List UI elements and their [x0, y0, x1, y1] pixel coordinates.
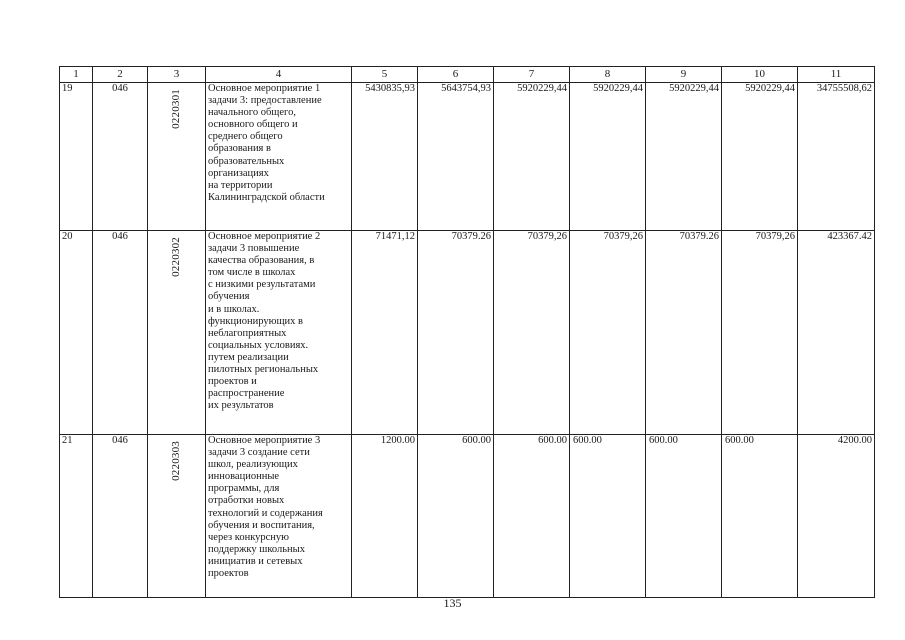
column-header: 3 [148, 67, 206, 83]
value-col8: 70379,26 [570, 231, 646, 435]
value-col9: 70379.26 [646, 231, 722, 435]
value-col5: 1200.00 [352, 435, 418, 598]
value-col7: 600.00 [494, 435, 570, 598]
column-header: 10 [722, 67, 798, 83]
target-article-cell [148, 435, 206, 598]
value-col6: 5643754,93 [418, 83, 494, 231]
value-col9: 5920229,44 [646, 83, 722, 231]
column-header: 7 [494, 67, 570, 83]
column-header: 2 [93, 67, 148, 83]
grbs-code: 046 [93, 231, 148, 435]
value-col7: 70379,26 [494, 231, 570, 435]
target-article-code: 0220302 [169, 237, 182, 277]
value-col10: 5920229,44 [722, 83, 798, 231]
activity-description: Основное мероприятие 3 задачи 3 создание сети школ, реализующих инновационные программы, для отработки новых технологий и содержания обучения и воспитания, через конкурсную поддержку школьных инициатив и сетевых проектов [206, 435, 352, 598]
column-header: 1 [60, 67, 93, 83]
table-row [60, 83, 875, 231]
value-col5: 71471,12 [352, 231, 418, 435]
activity-description: Основное мероприятие 2 задачи 3 повышение качества образования, в том числе в школах с низкими результатами обучения и в школах. функционирующих в неблагоприятных социальных условиях. путем реализации пилотных региональных проектов и распространение их результатов [206, 231, 352, 435]
table-row [60, 231, 875, 435]
target-article-code: 0220303 [169, 441, 182, 481]
value-col10: 70379,26 [722, 231, 798, 435]
grbs-code: 046 [93, 83, 148, 231]
value-col11: 34755508,62 [798, 83, 875, 231]
header-row [60, 67, 875, 83]
value-col8: 5920229,44 [570, 83, 646, 231]
row-number: 21 [60, 435, 93, 598]
target-article-cell [148, 83, 206, 231]
column-header: 6 [418, 67, 494, 83]
value-col11: 4200.00 [798, 435, 875, 598]
value-col9: 600.00 [646, 435, 722, 598]
column-header: 11 [798, 67, 875, 83]
table-row [60, 435, 875, 598]
column-header: 5 [352, 67, 418, 83]
activity-description: Основное мероприятие 1 задачи 3: предоставление начального общего, основного общего и среднего общего образования в образовательных организациях на территории Калининградской области [206, 83, 352, 231]
value-col6: 600.00 [418, 435, 494, 598]
page-number: 135 [443, 596, 462, 610]
column-header: 4 [206, 67, 352, 83]
value-col5: 5430835,93 [352, 83, 418, 231]
value-col6: 70379.26 [418, 231, 494, 435]
row-number: 19 [60, 83, 93, 231]
column-header: 9 [646, 67, 722, 83]
row-number: 20 [60, 231, 93, 435]
column-header: 8 [570, 67, 646, 83]
budget-table [59, 66, 875, 598]
target-article-cell [148, 231, 206, 435]
value-col7: 5920229,44 [494, 83, 570, 231]
grbs-code: 046 [93, 435, 148, 598]
value-col11: 423367.42 [798, 231, 875, 435]
value-col10: 600.00 [722, 435, 798, 598]
value-col8: 600.00 [570, 435, 646, 598]
target-article-code: 0220301 [169, 89, 182, 129]
